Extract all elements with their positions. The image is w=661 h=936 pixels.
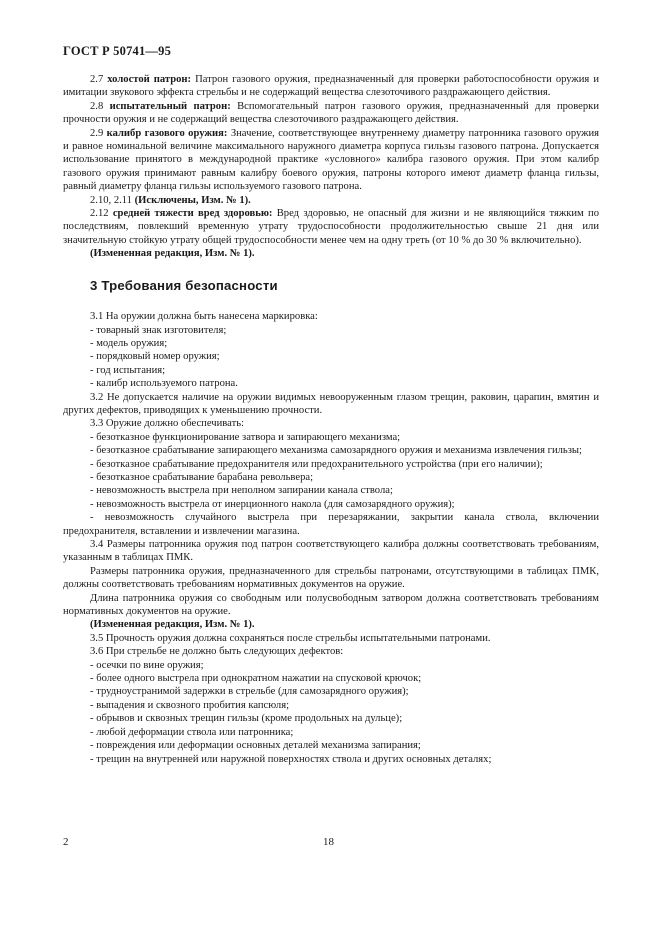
section-title: 3 Требования безопасности	[90, 277, 278, 293]
document-body	[63, 73, 599, 766]
list-item: - более одного выстрела при однократном нажатии на спусковой крючок;	[90, 673, 422, 685]
amendment-note-2: (Измененная редакция, Изм. № 1).	[90, 619, 255, 631]
list-item: - осечки по вине оружия;	[90, 659, 204, 671]
clause-3-4: 3.4 Размеры патронника оружия под патрон соответствующего калибра должны соответствовать требованиям, указанным в таблицах ПМК.	[63, 539, 599, 564]
requirements-list	[63, 431, 599, 538]
clause-3-3: 3.3 Оружие должно обеспечивать:	[90, 418, 244, 430]
clause-3-4-paragraph-2: Размеры патронника оружия, предназначенного для стрельбы патронами, отсутствующими в таблицах ПМК, должны соответствовать требованиям нормативных документов на оружие.	[63, 565, 599, 591]
list-item: - невозможность выстрела от инерционного накола (для самозарядного оружия);	[90, 498, 455, 510]
marking-list	[63, 324, 599, 391]
clause-number: 2.8	[90, 100, 104, 112]
definitions-block	[63, 73, 599, 247]
term: калибр газового оружия:	[106, 127, 228, 139]
definition-item	[63, 127, 599, 194]
clause-number: 2.9	[90, 127, 104, 139]
document-header: ГОСТ Р 50741—95	[63, 44, 172, 58]
clause-3-4-paragraph-3: Длина патронника оружия со свободным или полусвободным затвором должна соответствовать требованиям нормативных документов на оружие.	[63, 592, 599, 618]
list-item: - любой деформации ствола или патронника;	[90, 726, 294, 738]
list-item: - безотказное функционирование затвора и запирающего механизма;	[90, 431, 401, 443]
list-item: - трудноустранимой задержки в стрельбе (для самозарядного оружия);	[90, 686, 409, 698]
clause-number: 2.12	[90, 208, 109, 220]
definition-item	[63, 207, 599, 247]
term: холостой патрон:	[107, 74, 192, 85]
list-item: - год испытания;	[90, 364, 166, 376]
list-item: - модель оружия;	[90, 337, 168, 349]
clause-number: 2.10, 2.11	[90, 194, 132, 206]
definition-item	[63, 100, 599, 127]
page-number: 18	[323, 836, 334, 848]
definition-text: Патрон газового оружия, предназначенный для проверки работоспособности оружия и имитации звукового эффекта стрельбы и не содержащий вещества слезоточивого раздражающего действия.	[63, 74, 599, 99]
clause-3-2: 3.2 Не допускается наличие на оружии видимых невооруженным глазом трещин, раковин, царапин, вмятин и других дефектов, приводящих к уменьшению прочности.	[63, 391, 599, 416]
clause-3-1: 3.1 На оружии должна быть нанесена маркировка:	[90, 311, 318, 323]
defects-list	[63, 659, 599, 766]
list-item: - невозможность случайного выстрела при перезаряжании, закрытии канала ствола, включении предохранителя, вставлении и извлечении магазина.	[63, 512, 599, 537]
list-item: - товарный знак изготовителя;	[90, 324, 227, 336]
definition-text: Вред здоровью, не опасный для жизни и не являющийся тяжким по последствиям, повлекший временную утрату трудоспособности продолжительностью свыше 21 дня или значительную стойкую утрату общей трудоспособности менее чем на одну треть (от 10 % до 30 % включительно).	[63, 208, 599, 246]
term: испытательный патрон:	[109, 100, 231, 112]
list-item: - порядковый номер оружия;	[90, 351, 220, 363]
list-item: - повреждения или деформации основных деталей механизма запирания;	[90, 740, 421, 752]
definition-text: Значение, соответствующее внутреннему диаметру патронника газового оружия и равное номинальной величине максимального наружного диаметра корпуса гильзы газового патрона. Допускается использование принятого в международной практике «условного» калибра газового оружия. При этом калибр газового оружия принимают равным калибру боевого оружия, патроны которого имеют диаметр фланца гильзы, равный диаметру фланца гильзы используемого газового патрона.	[63, 127, 599, 193]
list-item: - калибр используемого патрона.	[90, 378, 238, 390]
amendment-note: (Измененная редакция, Изм. № 1).	[90, 248, 255, 260]
clause-3-6: 3.6 При стрельбе не должно быть следующих дефектов:	[90, 646, 344, 658]
clause-number: 2.7	[90, 74, 104, 85]
definition-text: Вспомогательный патрон газового оружия, предназначенный для проверки прочности оружия и не содержащий вещества слезоточивого раздражающего действия.	[63, 100, 599, 126]
list-item: - безотказное срабатывание предохранителя или предохранительного устройства (при его наличии);	[90, 458, 543, 470]
list-item: - трещин на внутренней или наружной поверхностях ствола и других основных деталях;	[90, 753, 492, 765]
definition-item	[63, 73, 599, 100]
term: средней тяжести вред здоровью:	[112, 208, 273, 220]
page-number-left: 2	[63, 836, 69, 848]
list-item: - выпадения и сквозного пробития капсюля;	[90, 699, 290, 711]
list-item: - безотказное срабатывание барабана револьвера;	[90, 471, 314, 483]
list-item: - обрывов и сквозных трещин гильзы (кроме продольных на дульце);	[90, 713, 403, 725]
clause-3-5: 3.5 Прочность оружия должна сохраняться после стрельбы испытательными патронами.	[90, 632, 491, 644]
list-item: - невозможность выстрела при неполном запирании канала ствола;	[90, 485, 393, 497]
definition-item	[63, 194, 599, 207]
list-item: - безотказное срабатывание запирающего механизма самозарядного оружия и механизма извлечения гильзы;	[90, 445, 582, 457]
term: (Исключены, Изм. № 1).	[134, 194, 251, 206]
